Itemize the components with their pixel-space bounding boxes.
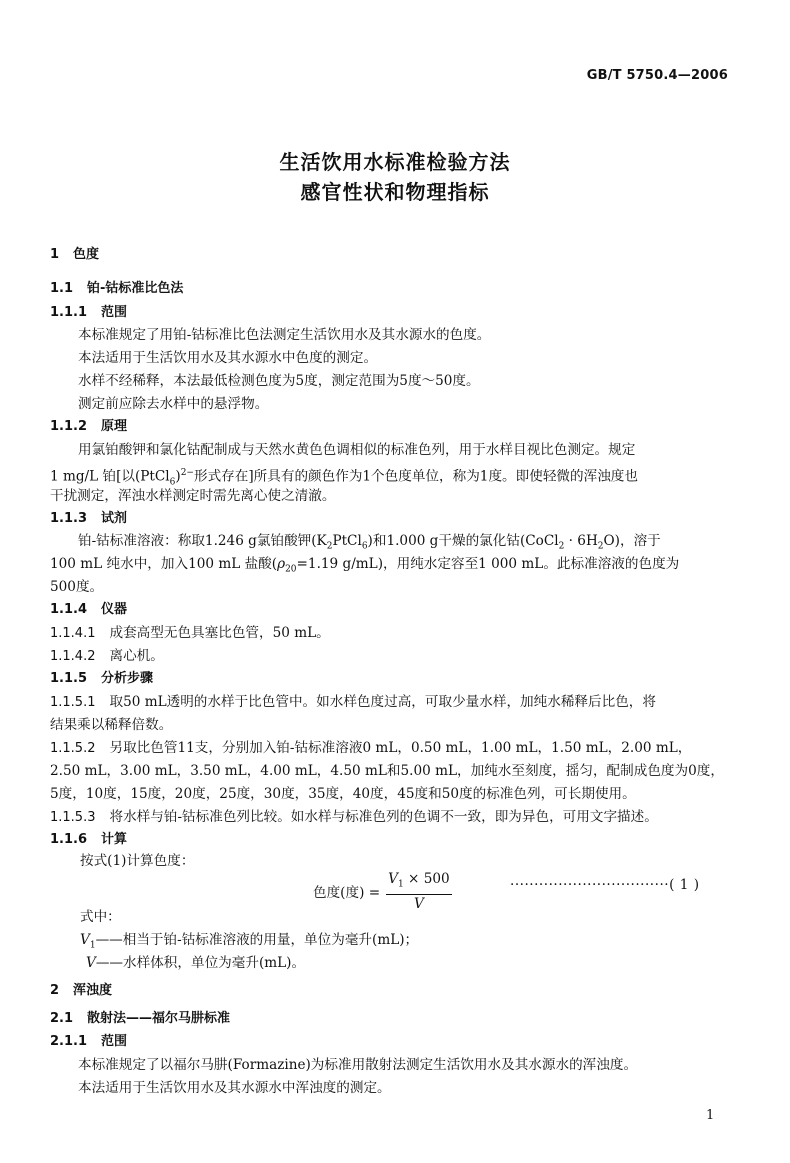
formula-lhs: 色度(度) =: [313, 885, 381, 902]
paragraph-line: 1 mg/L 铂[以(PtCl$_6$)$^{2-}$形式存在]所具有的颜色作为1个色度单位，称为1度。即使轻微的浑浊度也: [50, 468, 638, 488]
paragraph: 按式(1)计算色度：: [80, 853, 195, 869]
section-heading-1-1-6: 1.1.6 计算: [50, 832, 128, 847]
paragraph: 式中：: [80, 909, 121, 925]
section-heading-1-1-3: 1.1.3 试剂: [50, 511, 128, 526]
formula-denominator: V: [413, 895, 424, 912]
list-item: 1.1.4.2 离心机。: [50, 648, 164, 664]
section-heading-1-1: 1.1 铂-钴标准比色法: [50, 281, 184, 296]
paragraph: 本标准规定了以福尔马肼(Formazine)为标准用散射法测定生活饮用水及其水源水的浑浊度。: [78, 1057, 638, 1073]
section-heading-1-1-1: 1.1.1 范围: [50, 305, 128, 320]
formula-fraction: [386, 870, 452, 913]
section-heading-2-1: 2.1 散射法——福尔马肼标准: [50, 1011, 231, 1026]
paragraph-line: 2.50 mL，3.00 mL，3.50 mL，4.00 mL，4.50 mL和5.00 mL，加纯水至刻度，摇匀，配制成色度为0度，: [50, 763, 724, 779]
section-heading-2: 2 浑浊度: [50, 983, 113, 998]
formula-1: [313, 870, 452, 913]
document-title-line1: 生活饮用水标准检验方法: [279, 150, 511, 174]
section-heading-1-1-2: 1.1.2 原理: [50, 419, 128, 434]
list-item: 1.1.5.1 取50 mL透明的水样于比色管中。如水样色度过高，可取少量水样，加纯水稀释后比色，将: [50, 694, 656, 710]
paragraph: 测定前应除去水样中的悬浮物。: [78, 396, 269, 412]
list-item: 1.1.5.3 将水样与铂-钴标准色列比较。如水样与标准色列的色调不一致，即为异色，可用文字描述。: [50, 809, 658, 825]
paragraph: 本标准规定了用铂-钴标准比色法测定生活饮用水及其水源水的色度。: [78, 327, 491, 343]
paragraph: 水样不经稀释，本法最低检测色度为5度，测定范围为5度～50度。: [78, 373, 480, 389]
standard-number: GB/T 5750.4—2006: [586, 68, 728, 83]
list-item: 1.1.5.2 另取比色管11支，分别加入铂-钴标准溶液0 mL，0.50 mL，1.00 mL，1.50 mL，2.00 mL，: [50, 740, 692, 756]
paragraph-line: 干扰测定，浑浊水样测定时需先离心使之清澈。: [50, 488, 336, 504]
document-title-line2: 感官性状和物理指标: [300, 180, 490, 204]
section-heading-2-1-1: 2.1.1 范围: [50, 1034, 128, 1049]
paragraph-line: 结果乘以稀释倍数。: [50, 717, 173, 733]
variable-definition: $V_1——$相当于铂-钴标准溶液的用量，单位为毫升(mL)；: [80, 932, 419, 951]
formula-numerator: $V_1 \times 500$: [386, 870, 452, 895]
section-heading-1: 1 色度: [50, 247, 100, 262]
formula-number: ·································( 1 ): [510, 877, 700, 893]
section-heading-1-1-4: 1.1.4 仪器: [50, 602, 128, 617]
paragraph: 本法适用于生活饮用水及其水源水中色度的测定。: [78, 350, 378, 366]
paragraph-line: 100 mL 纯水中，加入100 mL 盐酸($\rho_{20}=1.19$ g/mL)，用纯水定容至1 000 mL。此标准溶液的色度为: [50, 556, 680, 575]
paragraph-line: 500度。: [50, 579, 104, 595]
paragraph: 用氯铂酸钾和氯化钴配制成与天然水黄色色调相似的标准色列，用于水样目视比色测定。规定: [78, 442, 636, 458]
section-heading-1-1-5: 1.1.5 分析步骤: [50, 671, 154, 686]
variable-definition: V——水样体积，单位为毫升(mL)。: [86, 955, 306, 971]
paragraph-line: 5度，10度，15度，20度，25度，30度，35度，40度，45度和50度的标准色列，可长期使用。: [50, 786, 636, 802]
page-number: 1: [706, 1108, 715, 1123]
paragraph: 铂-钴标准溶液：称取1.246 g氯铂酸钾$(K_2PtCl_6)$和1.000 g干燥的氯化钴(CoCl$_2$ · $6H_2O$)，溶于: [78, 533, 661, 552]
paragraph: 本法适用于生活饮用水及其水源水中浑浊度的测定。: [78, 1080, 391, 1096]
list-item: 1.1.4.1 成套高型无色具塞比色管，50 mL。: [50, 625, 330, 641]
